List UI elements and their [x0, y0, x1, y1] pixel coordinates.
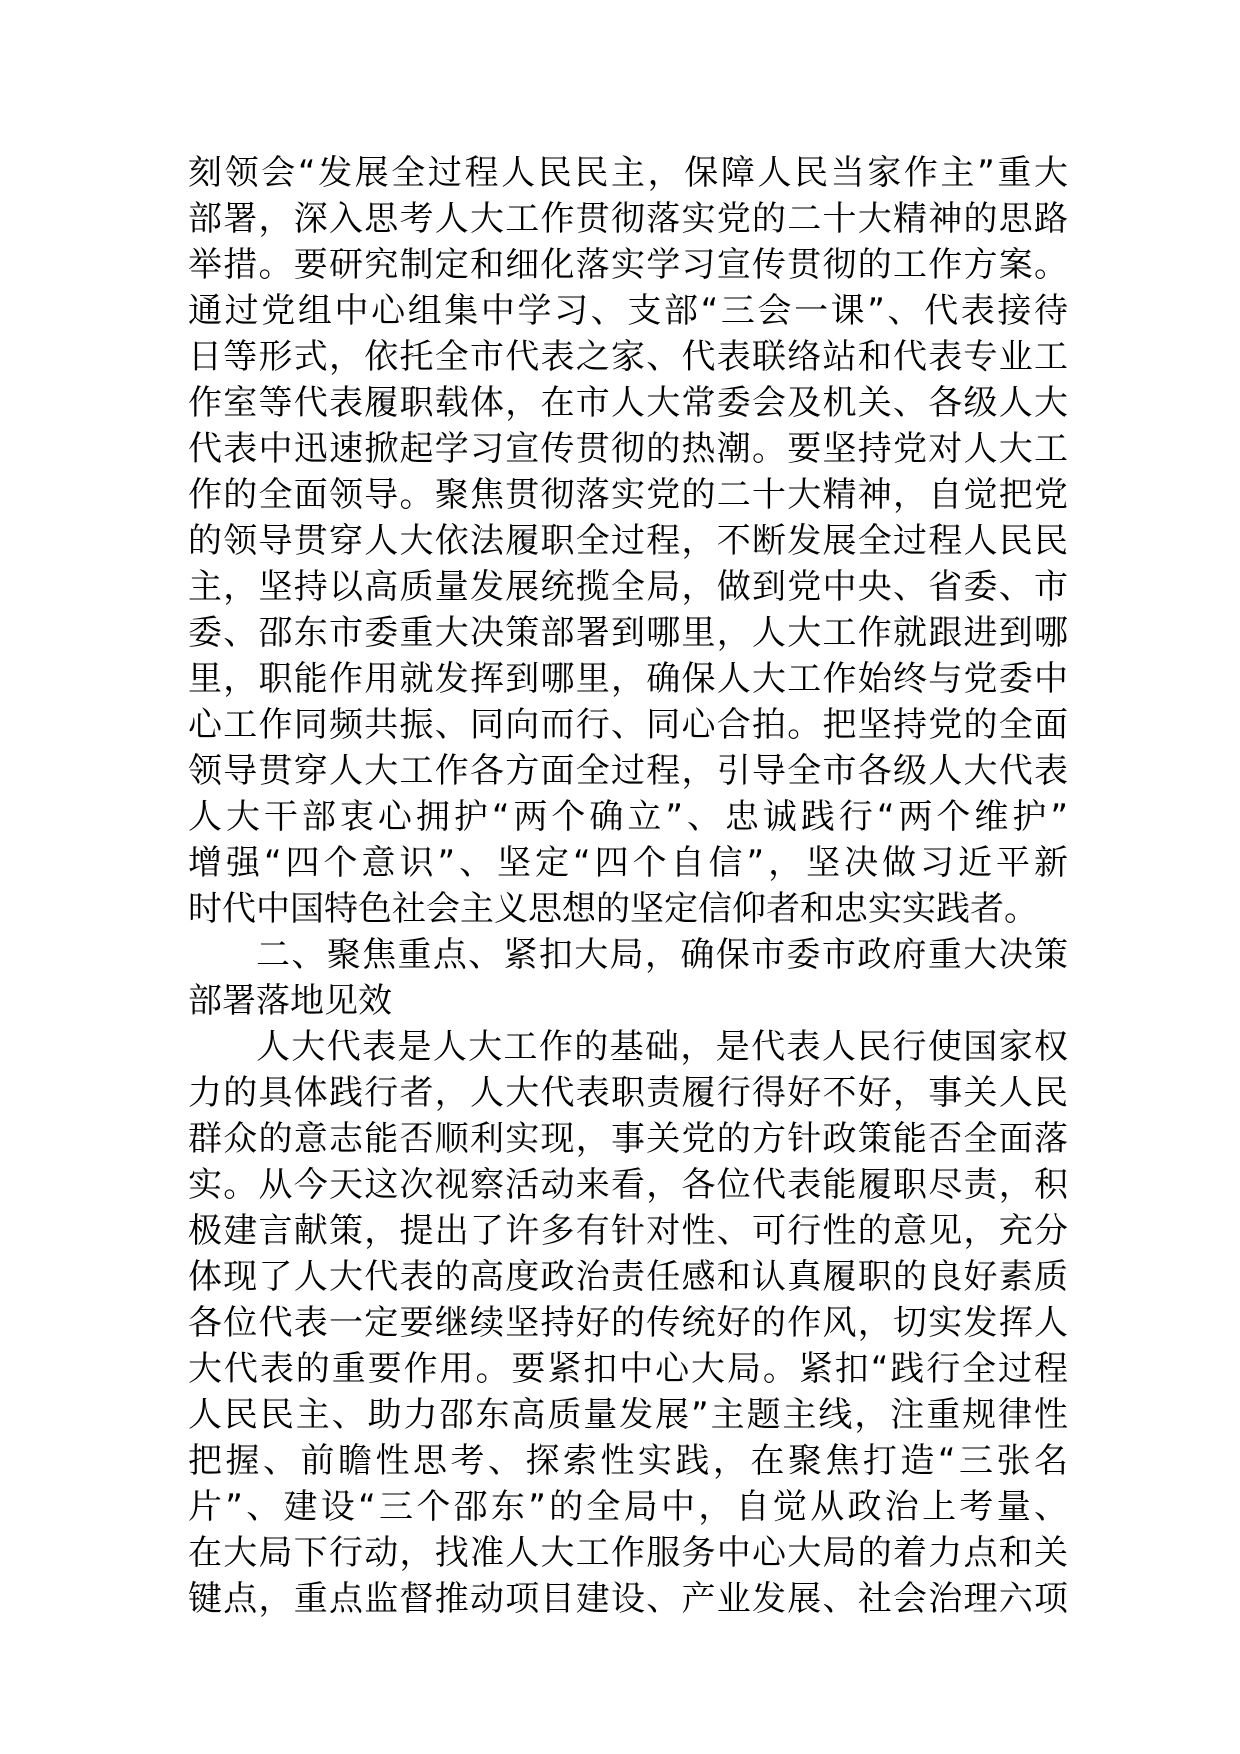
text-line: 片”、建设“三个邵东”的全局中，自觉从政治上考量、 [188, 1487, 1068, 1527]
text-line: 通过党组中心组集中学习、支部“三会一课”、代表接待 [188, 291, 1068, 331]
text-line: 体现了人大代表的高度政治责任感和认真履职的良好素质 [188, 1257, 1068, 1297]
text-line: 人民民主、助力邵东高质量发展”主题主线，注重规律性 [188, 1395, 1068, 1435]
text-line: 刻领会“发展全过程人民民主，保障人民当家作主”重大 [188, 153, 1068, 193]
text-line: 作的全面领导。聚焦贯彻落实党的二十大精神，自觉把党 [188, 475, 1068, 515]
text-line: 人大干部衷心拥护“两个确立”、忠诚践行“两个维护” [188, 797, 1068, 837]
text-line: 代表中迅速掀起学习宣传贯彻的热潮。要坚持党对人大工 [188, 429, 1068, 469]
text-line: 在大局下行动，找准人大工作服务中心大局的着力点和关 [188, 1533, 1068, 1573]
text-line: 里，职能作用就发挥到哪里，确保人大工作始终与党委中 [188, 659, 1068, 699]
document-body [188, 150, 1068, 1622]
text-line: 实。从今天这次视察活动来看，各位代表能履职尽责，积 [188, 1165, 1068, 1205]
text-line: 大代表的重要作用。要紧扣中心大局。紧扣“践行全过程 [188, 1349, 1068, 1389]
text-line: 力的具体践行者，人大代表职责履行得好不好，事关人民 [188, 1073, 1068, 1113]
text-line: 各位代表一定要继续坚持好的传统好的作风，切实发挥人 [188, 1303, 1068, 1343]
text-line: 部署，深入思考人大工作贯彻落实党的二十大精神的思路 [188, 199, 1068, 239]
text-line: 日等形式，依托全市代表之家、代表联络站和代表专业工 [188, 337, 1068, 377]
text-line: 时代中国特色社会主义思想的坚定信仰者和忠实实践者。 [188, 889, 1038, 929]
text-line: 委、邵东市委重大决策部署到哪里，人大工作就跟进到哪 [188, 613, 1068, 653]
text-line: 极建言献策，提出了许多有针对性、可行性的意见，充分 [188, 1211, 1068, 1251]
text-line: 把握、前瞻性思考、探索性实践，在聚焦打造“三张名 [188, 1441, 1068, 1481]
text-line: 增强“四个意识”、坚定“四个自信”，坚决做习近平新 [188, 843, 1068, 883]
text-line: 的领导贯穿人大依法履职全过程，不断发展全过程人民民 [188, 521, 1068, 561]
paragraph-first-line: 人大代表是人大工作的基础，是代表人民行使国家权 [256, 1027, 1068, 1067]
text-line: 键点，重点监督推动项目建设、产业发展、社会治理六项 [188, 1579, 1068, 1619]
text-line: 群众的意志能否顺利实现，事关党的方针政策能否全面落 [188, 1119, 1068, 1159]
text-line: 举措。要研究制定和细化落实学习宣传贯彻的工作方案。 [188, 245, 1068, 285]
text-line: 心工作同频共振、同向而行、同心合拍。把坚持党的全面 [188, 705, 1068, 745]
text-line: 领导贯穿人大工作各方面全过程，引导全市各级人大代表 [188, 751, 1068, 791]
text-line: 作室等代表履职载体，在市人大常委会及机关、各级人大 [188, 383, 1068, 423]
section-heading-line: 部署落地见效 [188, 981, 392, 1021]
text-line: 主，坚持以高质量发展统揽全局，做到党中央、省委、市 [188, 567, 1068, 607]
section-heading-line: 二、聚焦重点、紧扣大局，确保市委市政府重大决策 [256, 935, 1068, 975]
